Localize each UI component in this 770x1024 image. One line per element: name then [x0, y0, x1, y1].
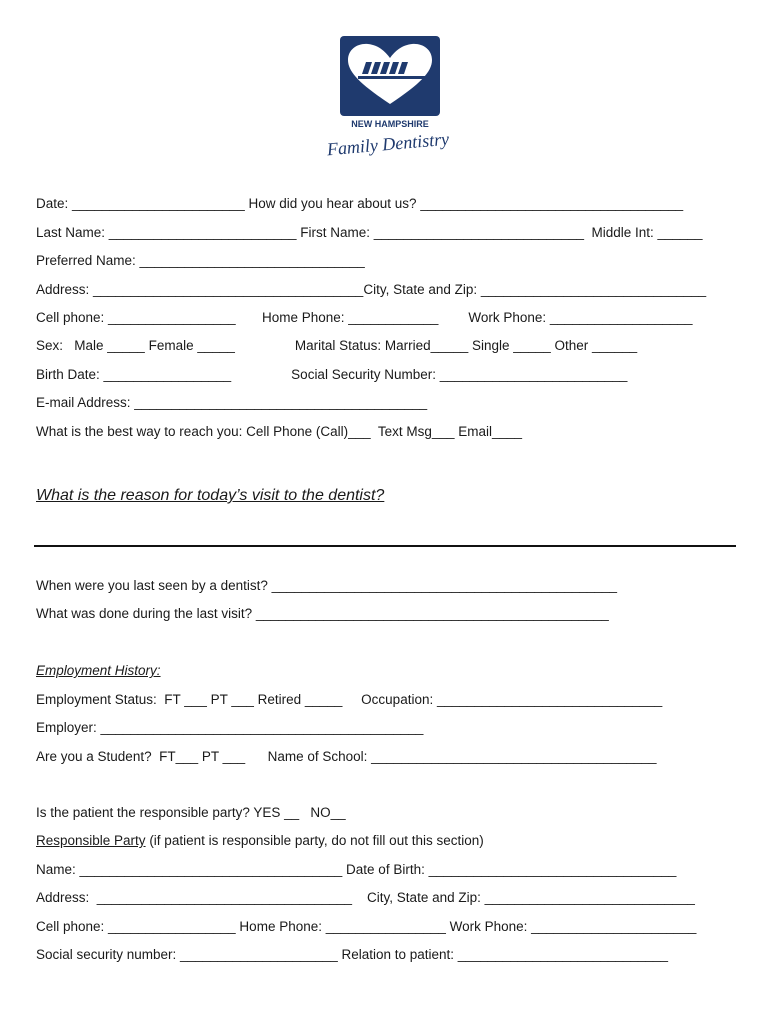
- row-last-seen[interactable]: When were you last seen by a dentist? ______________________________________________: [36, 578, 618, 593]
- new-hampshire-family-dentistry-logo: [300, 34, 480, 159]
- employment-history-title: Employment History:: [36, 663, 161, 678]
- responsible-party-title: Responsible Party: [36, 833, 146, 848]
- row-address[interactable]: Address: ____________________________________City, State and Zip: ______________________________: [36, 282, 707, 297]
- responsible-party-header: [36, 832, 484, 850]
- logo-line1: NEW HAMPSHIRE: [351, 119, 429, 129]
- responsible-party-note: (if patient is responsible party, do not fill out this section): [145, 833, 484, 848]
- row-rp-phones[interactable]: Cell phone: _________________ Home Phone: ________________ Work Phone: ______________________: [36, 919, 697, 934]
- row-responsible-question[interactable]: Is the patient the responsible party? YES __ NO__: [36, 805, 346, 820]
- row-preferred-name[interactable]: Preferred Name: ______________________________: [36, 253, 365, 268]
- row-last-visit-work[interactable]: What was done during the last visit? _______________________________________________: [36, 606, 609, 621]
- row-rp-ssn[interactable]: Social security number: _____________________ Relation to patient: ____________________________: [36, 947, 669, 962]
- logo-line2: Family Dentistry: [326, 128, 450, 159]
- row-employer[interactable]: Employer: ___________________________________________: [36, 720, 424, 735]
- row-date-referral[interactable]: Date: _______________________ How did you hear about us? ___________________________________: [36, 196, 684, 211]
- row-name[interactable]: Last Name: _________________________ First Name: ____________________________ Middle Int: ______: [36, 225, 703, 240]
- row-contact-preference[interactable]: What is the best way to reach you: Cell Phone (Call)___ Text Msg___ Email____: [36, 424, 522, 439]
- row-rp-name[interactable]: Name: ___________________________________ Date of Birth: _________________________________: [36, 862, 677, 877]
- reason-heading: What is the reason for today’s visit to the dentist?: [36, 487, 385, 504]
- reason-answer-line[interactable]: [34, 545, 736, 547]
- row-email[interactable]: E-mail Address: _______________________________________: [36, 395, 428, 410]
- row-employment-status[interactable]: Employment Status: FT ___ PT ___ Retired _____ Occupation: ______________________________: [36, 692, 663, 707]
- row-rp-address[interactable]: Address: __________________________________ City, State and Zip: ____________________________: [36, 890, 695, 905]
- row-sex-marital[interactable]: Sex: Male _____ Female _____ Marital Status: Married_____ Single _____ Other ______: [36, 338, 638, 353]
- row-birth-ssn[interactable]: Birth Date: _________________ Social Security Number: _________________________: [36, 367, 628, 382]
- row-student[interactable]: Are you a Student? FT___ PT ___ Name of School: ______________________________________: [36, 749, 657, 764]
- row-phones[interactable]: Cell phone: _________________ Home Phone: ____________ Work Phone: ___________________: [36, 310, 693, 325]
